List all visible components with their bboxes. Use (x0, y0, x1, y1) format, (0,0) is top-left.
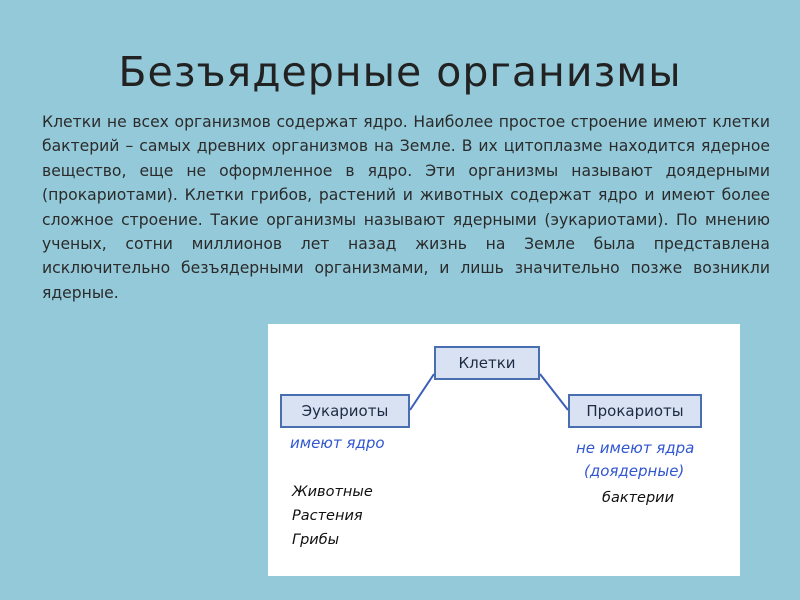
connector-left (410, 374, 434, 410)
list-item: Животные (292, 484, 373, 500)
classification-diagram (268, 324, 740, 576)
slide-title: Безъядерные организмы (118, 48, 682, 96)
prokaryotes-example: бактерии (602, 490, 675, 506)
eukaryotes-examples (292, 480, 373, 552)
eukaryotes-note: имеют ядро (290, 434, 385, 452)
connector-right (540, 374, 568, 410)
body-paragraph: Клетки не всех организмов содержат ядро. Наиболее простое строение имеют клетки бактерий – самых древних организмов на Земле. В их цитоплазме находится ядерное вещество, еще не оформленное в ядро. Эти организмы называют доядерными (прокариотами). Клетки грибов, растений и животных содержат ядро и имеют более сложное строение. Такие организмы называют ядерными (эукариотами). По мнению ученых, сотни миллионов лет назад жизнь на Земле была представлена исключительно безъядерными организмами, и лишь значительно позже возникли ядерные. (42, 113, 770, 302)
root-node-cells: Клетки (434, 346, 540, 380)
list-item: Растения (292, 508, 363, 524)
node-eukaryotes: Эукариоты (280, 394, 410, 428)
prokaryotes-note-2: (доядерные) (584, 462, 685, 480)
prokaryotes-note: не имеют ядра (576, 439, 695, 457)
node-prokaryotes: Прокариоты (568, 394, 702, 428)
list-item: Грибы (292, 532, 340, 548)
